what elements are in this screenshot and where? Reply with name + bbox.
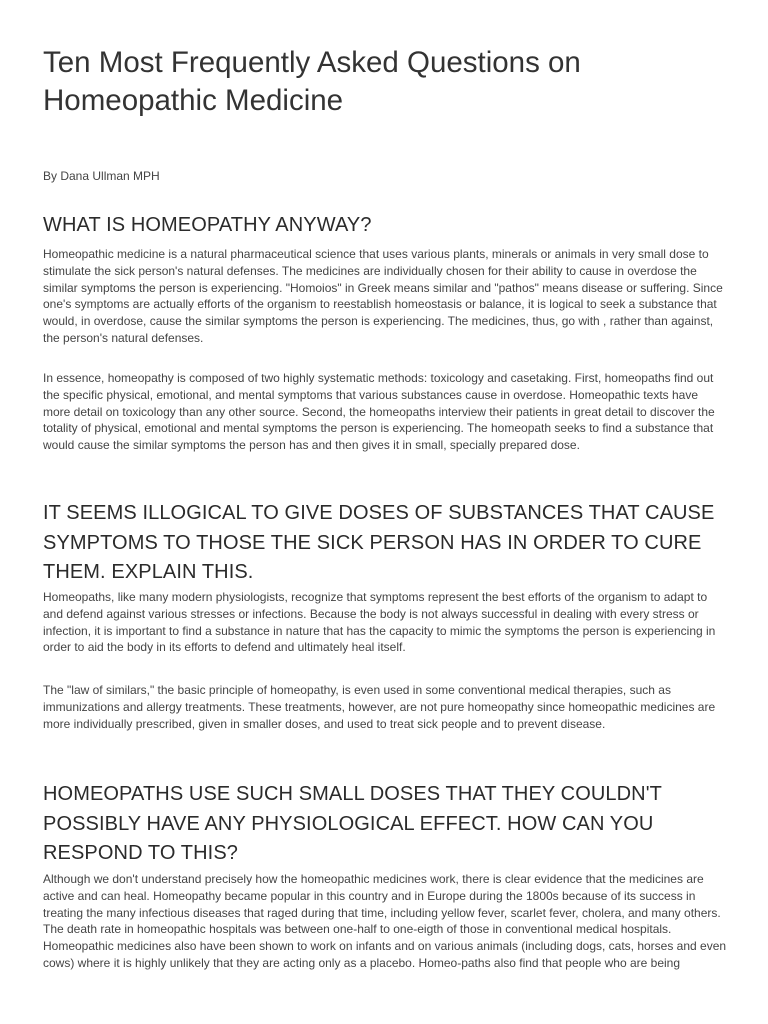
section-paragraph: Homeopathic medicine is a natural pharmaceutical science that uses various plants, minerals or animals in very small dose to stimulate the sick person's natural defenses. The medicines are individually chosen for their ability to cause in overdose the similar symptoms the person is experiencing. "Homoios" in Greek means similar and "pathos" means disease or suffering. Since one's symptoms are actually efforts of the organism to reestablish homeostasis or balance, it is logical to seek a substance that would, in overdose, cause the similar symptoms the person is experiencing. The medicines, thus, go with , rather than against, the person's natural defenses. <box>43 247 723 345</box>
document-title: Ten Most Frequently Asked Questions on Homeopathic Medicine <box>43 46 581 117</box>
section-paragraph: The "law of similars," the basic principle of homeopathy, is even used in some conventional medical therapies, such as immunizations and allergy treatments. These treatments, however, are not pure homeopathy since homeopathic medicines are more individually prescribed, given in smaller doses, and used to treat sick people and to prevent disease. <box>43 683 716 731</box>
section-paragraph: Homeopaths, like many modern physiologists, recognize that symptoms represent the best efforts of the organism to adapt to and defend against various stresses or infections. Because the body is not always successful in dealing with every stress or infection, it is important to find a substance in nature that has the capacity to mimic the symptoms the person is experiencing in order to aid the body in its efforts to defend and ultimately heal itself. <box>43 590 716 655</box>
section-paragraph: In essence, homeopathy is composed of two highly systematic methods: toxicology and casetaking. First, homeopaths find out the specific physical, emotional, and mental symptoms that various substances cause in overdose. Homeopathic texts have more detail on toxicology than any other source. Second, the homeopaths interview their patients in great detail to discover the totality of physical, emotional and mental symptoms the person is experiencing. The homeopath seeks to find a substance that would cause the similar symptoms the person has and then gives it in small, specially prepared dose. <box>43 371 715 453</box>
section-heading-illogical-doses: IT SEEMS ILLOGICAL TO GIVE DOSES OF SUBSTANCES THAT CAUSE SYMPTOMS TO THOSE THE SICK PERSON HAS IN ORDER TO CURE THEM. EXPLAIN THIS. <box>43 502 715 583</box>
section-paragraph: Although we don't understand precisely how the homeopathic medicines work, there is clear evidence that the medicines are active and can heal. Homeopathy became popular in this country and in Europe during the 1800s because of its success in treating the many infectious diseases that raged during that time, including yellow fever, scarlet fever, cholera, and many others. The death rate in homeopathic hospitals was between one-half to one-eigth of those in conventional medical hospitals. Homeopathic medicines also have been shown to work on infants and on various animals (including dogs, cats, horses and even cows) where it is highly unlikely that they are acting only as a placebo. Homeo-paths also find that people who are being <box>43 872 727 970</box>
author-byline: By Dana Ullman MPH <box>43 169 160 183</box>
section-heading-small-doses: HOMEOPATHS USE SUCH SMALL DOSES THAT THEY COULDN'T POSSIBLY HAVE ANY PHYSIOLOGICAL EFFECT. HOW CAN YOU RESPOND TO THIS? <box>43 783 662 864</box>
section-heading-what-is-homeopathy: WHAT IS HOMEOPATHY ANYWAY? <box>43 214 372 236</box>
